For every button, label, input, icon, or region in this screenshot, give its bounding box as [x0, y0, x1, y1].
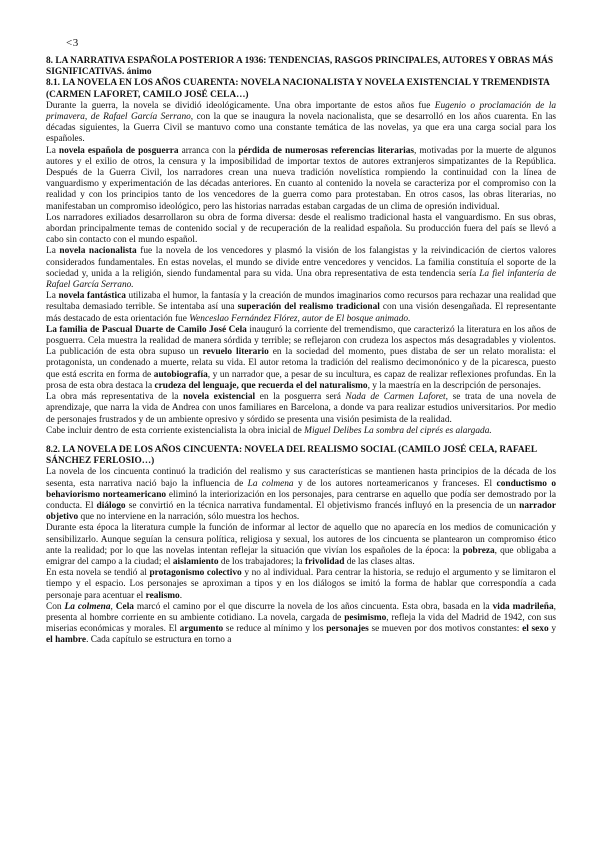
paragraph-12: Con La colmena, Cela marcó el camino por el que discurre la novela de los años cincuenta. Esta obra, basada en la vida madrileña, presenta al hombre corriente en su ambiente cotidiano. La novela, cargada de pesimismo, refleja la vida del Madrid de 1942, con sus miserias económicas y morales. El argumento se reduce al mínimo y los personajes se mueven por dos motivos constantes: el sexo y el hambre. Cada capítulo se estructura en torno a	[46, 601, 557, 646]
paragraph-2: La novela española de posguerra arranca con la pérdida de numerosas referencias literarias, motivadas por la muerte de algunos autores y el exilio de otros, la censura y la imposibilidad de importar textos de autores extranjeros simpatizantes de la República. Después de la Guerra Civil, los narradores crean una nueva tradición novelística rompiendo la continuidad con la línea de vanguardismo y experimentación de las décadas anteriores. En cuanto al contenido la novela se caracteriza por el compromiso con la realidad y con los principios tanto de los vencedores de la guerra como para protestaban. En otros casos, las obras literarias, no manifestaban un compromiso ideológico, pero las historias narradas estaban cargadas de un clima de opresión individual.	[46, 145, 556, 212]
paragraph-4: La novela nacionalista fue la novela de los vencedores y plasmó la visión de los falangistas y la reivindicación de ciertos valores considerados fundamentales. En estas novelas, el mundo se divide entre vencedores y vencidos. La familia constituía el soporte de la sociedad y, unida a la religión, siendo fundamental para su vida. Una obra representativa de esta tendencia sería La fiel infantería de Rafael García Serrano.	[46, 246, 556, 291]
paragraph-7: La obra más representativa de la novela existencial en la posguerra será Nada de Carmen Laforet, se trata de una novela de aprendizaje, que narra la vida de Andrea con unos familiares en Barcelona, a donde va para realizar estudios universitarios. Por medio de personajes frustrados y de un ambiente opresivo y sórdido se presenta una visión pesimista de la realidad.	[46, 392, 556, 425]
paragraph-9: La novela de los cincuenta continuó la tradición del realismo y sus características se mantienen hasta principios de la década de los sesenta, esta narrativa nació bajo la influencia de La colmena y de los autores norteamericanos y franceses. El conductismo o behaviorismo norteamericano eliminó la interiorización en los personajes, para centrarse en aquello que podía ser demostrado por la conducta. El diálogo se convirtió en la técnica narrativa fundamental. El objetivismo francés influyó en la presencia de un narrador objetivo que no interviene en la narración, sólo muestra los hechos.	[46, 467, 556, 523]
paragraph-1: Durante la guerra, la novela se dividió ideológicamente. Una obra importante de estos años fue Eugenio o proclamación de la primavera, de Rafael García Serrano, con la que se inaugura la novela nacionalista, que se desarrolló en los años cuarenta. En las décadas siguientes, la Guerra Civil se mantuvo como una constante temática de las novelas, ya que era una carga social para los españoles.	[46, 100, 557, 145]
paragraph-3: Los narradores exiliados desarrollaron su obra de forma diversa: desde el realismo tradicional hasta el vanguardismo. En sus obras, abordan principalmente temas de contenido social y de recuperación de la realidad española. Su producción fuera del país se llevó a cabo sin contacto con el mundo español.	[46, 212, 556, 246]
section-gap	[46, 437, 556, 445]
paragraph-6: La familia de Pascual Duarte de Camilo José Cela inauguró la corriente del tremendismo, que caracterizó la literatura en los años de posguerra. Cela muestra la realidad de manera sórdida y terrible; se reflejaron con crudeza los aspectos más desagradables y violentos. La publicación de esta obra supuso un revuelo literario en la sociedad del momento, pues distaba de ser un relato moralista: el protagonista, un condenado a muerte, relata su vida. El autor retoma la tradición del realismo decimonónico y de la picaresca, puesto que está escrita en forma de autobiografía, y un narrador que, a pesar de su incultura, es capaz de realizar reflexiones profundas. En la prosa de esta obra destaca la crudeza del lenguaje, que recuerda el del naturalismo, y la maestría en la descripción de personajes.	[46, 324, 557, 391]
paragraph-11: En esta novela se tendió al protagonismo colectivo y no al individual. Para centrar la historia, se redujo el argumento y se limitaron el tiempo y el espacio. Los personajes se aproximan a tipos y en los diálogos se imitó la forma de hablar que correspondía a cada personaje para acentuar el realismo.	[46, 568, 556, 601]
page-mark: <3	[66, 37, 79, 49]
paragraph-8: Cabe incluir dentro de esta corriente existencialista la obra inicial de Miguel Delibes La sombra del ciprés es alargada.	[46, 425, 492, 436]
section-heading-8-1: 8.1. LA NOVELA EN LOS AÑOS CUARENTA: NOVELA NACIONALISTA Y NOVELA EXISTENCIAL Y TREMENDISTA (CARMEN LAFORET, CAMILO JOSÉ CELA…)	[46, 78, 550, 100]
paragraph-10: Durante esta época la literatura cumple la función de informar al lector de aquello que no aparecía en los medios de comunicación y sensibilizarlo. Aunque seguían la censura política, religiosa y sexual, los autores de los cincuenta se plantearon un compromiso ético ante la realidad; por lo que las novelas intentan reflejar la situación que vivían los españoles de la época: la pobreza, que obligaba a emigrar del campo a la ciudad; el aislamiento de los trabajadores; la frivolidad de las clases altas.	[46, 523, 557, 567]
document-title: 8. LA NARRATIVA ESPAÑOLA POSTERIOR A 1936: TENDENCIAS, RASGOS PRINCIPALES, AUTORES Y OBRAS MÁS SIGNIFICATIVAS. ánimo	[46, 56, 554, 78]
paragraph-5: La novela fantástica utilizaba el humor, la fantasía y la creación de mundos imaginarios como recursos para rechazar una realidad que resultaba demasiado terrible. Se intentaba así una superación del realismo tradicional con una visión desengañada. El representante más destacado de esta orientación fue Wenceslao Fernández Flórez, autor de El bosque animado.	[46, 291, 557, 324]
section-heading-8-2: 8.2. LA NOVELA DE LOS AÑOS CINCUENTA: NOVELA DEL REALISMO SOCIAL (CAMILO JOSÉ CELA, RAFAEL SÁNCHEZ FERLOSIO…)	[46, 444, 537, 467]
